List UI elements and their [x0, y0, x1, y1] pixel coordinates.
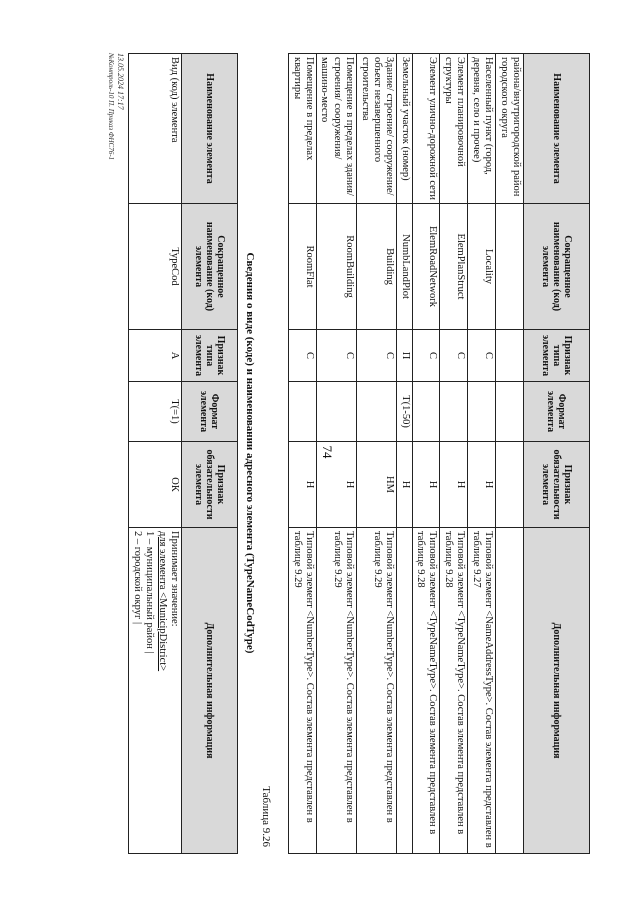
- element-type-cell: С: [289, 329, 317, 381]
- element-type-cell: С: [468, 329, 496, 381]
- table-row: [412, 53, 440, 853]
- element-format-cell: [317, 381, 357, 441]
- type-name-cod-table: [129, 53, 239, 854]
- element-type-cell: С: [440, 329, 468, 381]
- element-type-cell: С: [317, 329, 357, 381]
- rotated-page-content: [50, 53, 590, 853]
- header-cell: Признак типа элемента: [524, 329, 590, 381]
- element-code-cell: RoomBuilding: [317, 203, 357, 329]
- table-row: [496, 53, 524, 853]
- element-format-cell: [357, 381, 397, 441]
- element-info-cell: [129, 527, 182, 853]
- element-format-cell: [440, 381, 468, 441]
- address-elements-table: [288, 53, 590, 854]
- element-name-cell: Элемент планировочной структуры: [440, 53, 468, 203]
- header-cell: Дополнительная информация: [182, 527, 238, 853]
- element-type-cell: С: [412, 329, 440, 381]
- element-type-cell: А: [129, 329, 182, 381]
- stamp-date: 13.05.2024 17:17: [116, 52, 125, 110]
- element-required-cell: ОК: [129, 441, 182, 527]
- element-required-cell: НМ: [357, 441, 397, 527]
- header-cell: Формат элемента: [524, 381, 590, 441]
- table-header-row: [524, 53, 590, 853]
- element-required-cell: Н: [412, 441, 440, 527]
- element-required-cell: Н: [468, 441, 496, 527]
- info-line: 2 – городской округ |: [131, 530, 143, 624]
- element-name-cell: района/внутригородской район городского округа: [496, 53, 524, 203]
- element-info-cell: Типовой элемент <TypeNameType>. Состав элемента представлен в таблице 9.28: [412, 527, 440, 853]
- element-code-cell: TypeCod: [129, 203, 182, 329]
- info-line: для элемента <MunicipDistrict>: [156, 530, 168, 671]
- stamp-reference: №Контроль-10 П. Приказ ФНС76-1: [107, 52, 116, 160]
- header-cell: Признак обязательности элемента: [182, 441, 238, 527]
- header-cell: Сокращенное наименование (код) элемента: [182, 203, 238, 329]
- element-type-cell: [496, 329, 524, 381]
- element-format-cell: [289, 381, 317, 441]
- element-type-cell: С: [357, 329, 397, 381]
- element-code-cell: ElemRoadNetwork: [412, 203, 440, 329]
- element-code-cell: NumbLandPlot: [397, 203, 412, 329]
- element-required-cell: Н: [289, 441, 317, 527]
- element-info-cell: [496, 527, 524, 853]
- element-name-cell: Земельный участок (номер): [397, 53, 412, 203]
- table-row: [129, 53, 182, 853]
- header-cell: Наименование элемента: [182, 53, 238, 203]
- element-info-cell: Типовой элемент <NumberType>. Состав элемента представлен в таблице 9.29: [317, 527, 357, 853]
- element-name-cell: Здание/ строение/ сооружение/ объект незавершенного строительства: [357, 53, 397, 203]
- element-required-cell: Н: [440, 441, 468, 527]
- element-name-cell: Помещение в пределах квартиры: [289, 53, 317, 203]
- element-type-cell: П: [397, 329, 412, 381]
- info-line: 1 – муниципальный район |: [144, 530, 156, 654]
- element-info-cell: Типовой элемент <NumberType>. Состав элемента представлен в таблице 9.29: [357, 527, 397, 853]
- table-row: [397, 53, 412, 853]
- document-stamp: [107, 53, 125, 160]
- element-format-cell: T(1-50): [397, 381, 412, 441]
- element-info-cell: Типовой элемент <NameAddressType>. Состав элемента представлен в таблице 9.27: [468, 527, 496, 853]
- element-name-cell: Помещение в пределах здания/ строения/ сооружения/ машино-место: [317, 53, 357, 203]
- table-header-row: [182, 53, 238, 853]
- element-info-cell: [397, 527, 412, 853]
- element-format-cell: [412, 381, 440, 441]
- element-format-cell: [468, 381, 496, 441]
- header-cell: Формат элемента: [182, 381, 238, 441]
- element-info-cell: Типовой элемент <TypeNameType>. Состав элемента представлен в таблице 9.28: [440, 527, 468, 853]
- table-row: [468, 53, 496, 853]
- element-code-cell: [496, 203, 524, 329]
- table-row: [440, 53, 468, 853]
- header-cell: Признак обязательности элемента: [524, 441, 590, 527]
- element-name-cell: Элемент улично-дорожной сети: [412, 53, 440, 203]
- table-row: [357, 53, 397, 853]
- header-cell: Сокращенное наименование (код) элемента: [524, 203, 590, 329]
- element-info-cell: Типовой элемент <NumberType>. Состав элемента представлен в таблице 9.29: [289, 527, 317, 853]
- element-code-cell: Locality: [468, 203, 496, 329]
- page-number: 74: [320, 445, 335, 459]
- element-code-cell: ElemPlanStruct: [440, 203, 468, 329]
- header-cell: Признак типа элемента: [182, 329, 238, 381]
- table-row: [289, 53, 317, 853]
- element-name-cell: Вид (код) элемента: [129, 53, 182, 203]
- table-label: Таблица 9.26: [260, 785, 272, 847]
- element-required-cell: Н: [397, 441, 412, 527]
- header-cell: Наименование элемента: [524, 53, 590, 203]
- element-required-cell: Н: [317, 441, 357, 527]
- element-code-cell: Building: [357, 203, 397, 329]
- element-required-cell: [496, 441, 524, 527]
- element-code-cell: RoomFlat: [289, 203, 317, 329]
- header-cell: Дополнительная информация: [524, 527, 590, 853]
- element-format-cell: T(=1): [129, 381, 182, 441]
- table-row: [317, 53, 357, 853]
- element-format-cell: [496, 381, 524, 441]
- info-line: Принимает значение:: [169, 530, 180, 627]
- table-title: Сведения о виде (коде) и наименовании адресного элемента (TypeNameCodType): [244, 252, 256, 653]
- element-name-cell: Населенный пункт (город, деревня, село и прочее): [468, 53, 496, 203]
